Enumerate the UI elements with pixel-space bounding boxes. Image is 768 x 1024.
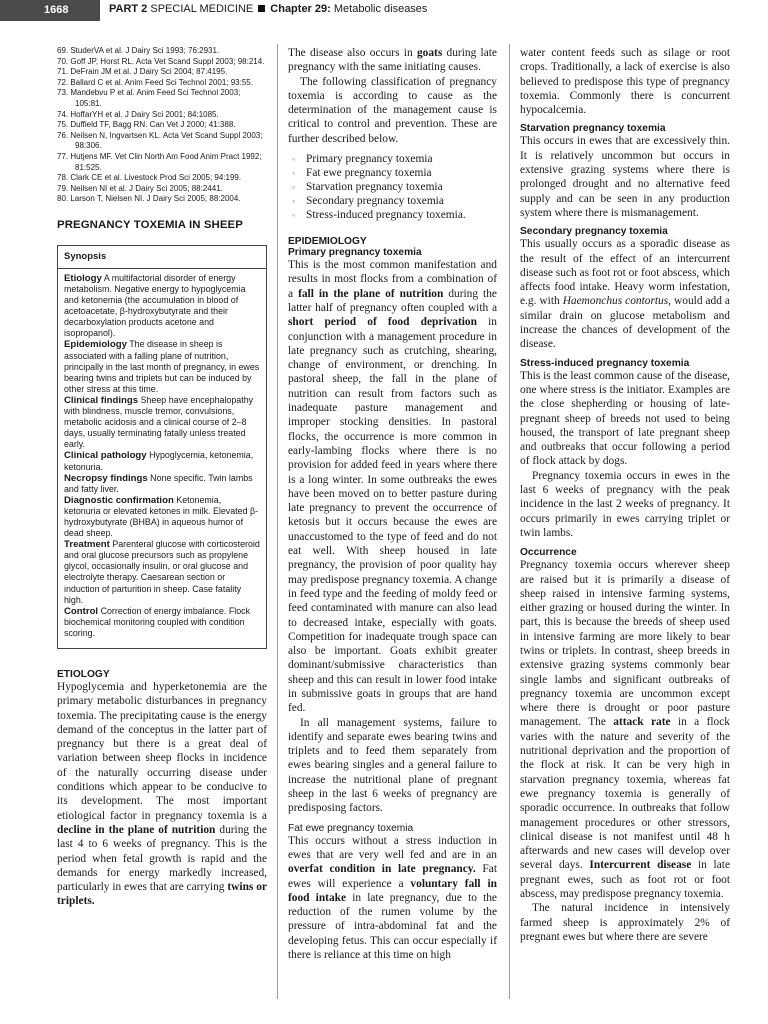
synopsis-text: None specific. Twin lambs and fatty liver.: [64, 472, 253, 494]
column-divider: [277, 44, 278, 999]
synopsis-text: Ketonemia, ketonuria or elevated ketones in milk. Elevated β-hydroxybutyrate (BHBA) in aqueous humor of dead sheep.: [64, 494, 259, 539]
reference-item: 76. Neilsen N, Ingvartsen KL. Acta Vet Scand Suppl 2003; 98:306.: [57, 130, 263, 151]
running-header: [0, 0, 768, 22]
synopsis-label: Epidemiology: [64, 339, 127, 351]
reference-item: 72. Ballard C et al. Anim Feed Sci Technol 2001; 93:55.: [57, 77, 253, 87]
subheading: Occurrence: [520, 547, 577, 559]
chapter-title: [109, 3, 427, 15]
chapter-label: Chapter 29:: [270, 3, 331, 15]
column-3: [520, 46, 730, 944]
section-title: PREGNANCY TOXEMIA IN SHEEP: [57, 218, 243, 231]
synopsis-heading: Synopsis: [58, 246, 266, 269]
synopsis-body: [58, 269, 266, 648]
synopsis-label: Clinical pathology: [64, 450, 147, 462]
reference-item: 69. StuderVA et al. J Dairy Sci 1993; 76:2931.: [57, 46, 220, 55]
list-item: ◦ Primary pregnancy toxemia: [292, 152, 497, 166]
body-paragraph: The natural incidence in intensively farmed sheep is approximately 2% of pregnant ewes but where there are severe: [520, 902, 730, 943]
reference-item: 78. Clark CE et al. Livestock Prod Sci 2005; 94:199.: [57, 173, 242, 183]
synopsis-text: The disease in sheep is associated with a falling plane of nutrition, principally in the last month of pregnancy, in ewes bearing twins and triplets but can be induced by other stress at this time.: [64, 339, 260, 394]
reference-item: 80. Larson T, Nielsen NI. J Dairy Sci 2005; 88:2004.: [57, 194, 241, 204]
synopsis-text: Correction of energy imbalance. Flock biochemical monitoring coupled with condition scoring.: [64, 605, 251, 638]
subheading: Stress-induced pregnancy toxemia: [520, 357, 690, 369]
page-number: 1668: [0, 0, 100, 21]
body-paragraph: This usually occurs as a sporadic disease as the result of the effect of an intercurrent disease such as foot rot or foot abscess, which affects food intake. Heavy worm infestation, e.g. with Haemonchus contortus, would add a similar drain on glucose metabolism and increase the chances of development of the disease.: [520, 238, 730, 351]
square-bullet-icon: [258, 5, 265, 12]
body-paragraph: The following classification of pregnancy toxemia is according to cause as the determination of the management cause is critical to control and prevention. These are further described below.: [288, 75, 497, 145]
list-item: ◦ Secondary pregnancy toxemia: [292, 194, 497, 208]
chapter-name: Metabolic diseases: [333, 3, 428, 15]
list-item: ◦ Starvation pregnancy toxemia: [292, 180, 497, 194]
synopsis-label: Clinical findings: [64, 394, 139, 406]
part-title: SPECIAL MEDICINE: [150, 3, 254, 15]
body-paragraph: water content feeds such as silage or root crops. Traditionally, a lack of exercise is also believed to predispose this type of pregnancy toxemia. Commonly there is concurrent hypocalcemia.: [520, 47, 730, 117]
reference-item: 74. HoffarYH et al. J Dairy Sci 2001; 84:1085.: [57, 109, 219, 119]
subheading: Fat ewe pregnancy toxemia: [288, 822, 414, 834]
etiology-heading: ETIOLOGY: [57, 669, 110, 680]
body-paragraph: This occurs without a stress induction in ewes that are very well fed and are in an overfat condition in late pregnancy. Fat ewes will experience a voluntary fall in food intake in late pregnancy, due to the reduction of the rumen volume by the pressure of intra-abdominal fat and the developing fetus. This can occur especially if there is reliance at this time on high: [288, 834, 497, 962]
epidemiology-heading: EPIDEMIOLOGY: [288, 236, 367, 248]
list-item: ◦ Stress-induced pregnancy toxemia.: [292, 208, 497, 222]
column-1: [57, 46, 267, 909]
synopsis-label: Treatment: [64, 539, 110, 551]
reference-list: [57, 46, 267, 205]
reference-item: 71. DeFrain JM et al. J Dairy Sci 2004; 87:4195.: [57, 67, 228, 77]
subheading: Starvation pregnancy toxemia: [520, 123, 666, 135]
synopsis-text: A multifactorial disorder of energy metabolism. Negative energy to hypoglycemia and ketonemia (the accumulation in blood of acetoacetate, β-hydroxybutyrate and their decarboxylation products acetone and isopropanol).: [64, 272, 246, 339]
reference-item: 75. Duffield TF, Bagg RN. Can Vet J 2000; 41:388.: [57, 120, 236, 130]
synopsis-label: Diagnostic confirmation: [64, 494, 174, 506]
column-2: [288, 46, 497, 962]
synopsis-label: Control: [64, 605, 99, 617]
subheading: Primary pregnancy toxemia: [288, 247, 422, 259]
synopsis-box: [57, 245, 267, 649]
synopsis-label: Etiology: [64, 272, 102, 284]
synopsis-text: Parenteral glucose with corticosteroid and oral glucose precursors such as propylene glycol, occasionally insulin, or oral glucose and electrolyte therapy. Caesarean section or induction of parturition in sheep. Case fatality high.: [64, 539, 260, 605]
list-item: ◦ Fat ewe pregnancy toxemia: [292, 166, 497, 180]
body-paragraph: In all management systems, failure to identify and separate ewes bearing twins and triplets and to feed them separately from ewes bearing singles and a general failure to increase the nutritional plane of pregnant sheep in the last 6 weeks of pregnancy are predisposing factors.: [288, 716, 497, 815]
synopsis-label: Necropsy findings: [64, 472, 148, 484]
subheading: Secondary pregnancy toxemia: [520, 226, 668, 238]
body-paragraph: This is the least common cause of the disease, one where stress is the initiator. Examples are the close shepherding or housing of late-pregnant sheep of breeds not used to being housed, the transport of late pregnant sheep and outbreaks that occur following a period of flock attack by dogs.: [520, 369, 730, 468]
synopsis-text: Sheep have encephalopathy with blindness, muscle tremor, convulsions, metabolic acidosis and a clinical course of 2–8 days, usually terminating fatally unless treated early.: [64, 394, 254, 450]
body-paragraph: This is the most common manifestation and results in most flocks from a combination of a fall in the plane of nutrition during the latter half of pregnancy often coupled with a short period of food deprivation in conjunction with a management procedure in late pregnancy such as crutching, shearing, change of environment, or drenching. In pastoral sheep, the fall in the plane of nutrition can result from factors such as inadequate pasture management and improper stocking densities. In pastoral flocks, the occurrence is more common in early-lambing flocks where there is no provision for added feed in years where there is a long winter. In some outbreaks the ewes have been moved on to better pasture during late pregnancy to prevent the occurrence of ketosis but it occurs because the ewes are unaccustomed to the type of feed and do not eat well. With sheep housed in late pregnancy, the provision of poor quality hay may predispose pregnancy toxemia. A change in feed type and the feeding of moldy feed or feed contaminated with manure can also lead to decreased intake, especially with goats. Competition for inadequate trough space can also be important. Goats exhibit greater dominant/submissive characteristics than sheep and this can result in lower food intake in submissive goats in groups that are hand fed.: [288, 259, 497, 715]
reference-item: 77. Hutjens MF. Vet Clin North Am Food Anim Pract 1992; 81:525.: [57, 151, 262, 172]
reference-item: 70. Goff JP, Horst RL. Acta Vet Scand Suppl 2003; 98:214.: [57, 56, 265, 66]
body-paragraph: The disease also occurs in goats during late pregnancy with the same initiating causes.: [288, 47, 497, 74]
synopsis-text: Hypoglycemia, ketonemia, ketonuria.: [64, 450, 254, 472]
classification-list: [292, 152, 497, 222]
etiology-paragraph: Hypoglycemia and hyperketonemia are the primary metabolic disturbances in pregnancy toxemia. The precipitating cause is the energy demand of the conceptus in the latter part of pregnancy but there is a great deal of variation between sheep flocks in incidence of the naturally occurring disease under conditions which appear to be conducive to its development. The most important etiological factor in pregnancy toxemia is a decline in the plane of nutrition during the last 4 to 6 weeks of pregnancy. This is the period when fetal growth is rapid and the demands for energy markedly increased, particularly in ewes that are carrying twins or triplets.: [57, 681, 267, 908]
reference-item: 79. Neilsen NI et al. J Dairy Sci 2005; 88:2441.: [57, 183, 223, 193]
body-paragraph: Pregnancy toxemia occurs wherever sheep are raised but it is primarily a disease of sheep raised in intensive farming systems, either grazing or housed during the winter. In part, this is because the breeds of sheep used in intensive farming are more likely to bear twins or triplets. In contrast, sheep breeds in extensive grazing systems commonly bear single lambs and significant outbreaks of pregnancy toxemia are uncommon except where there is drought or poor pasture management. The attack rate in a flock varies with the nature and severity of the nutritional deprivation and the proportion of the flock at risk. It can be very high in starvation pregnancy toxemia, whereas fat ewe pregnancy toxemia is generally of sporadic occurrence. In outbreaks that follow management procedures or other stressors, clinical disease is not manifest until 48 h afterwards and new cases will develop over several days. Intercurrent disease in late pregnant ewes, such as foot rot or foot abscess, may predispose pregnancy toxemia.: [520, 559, 730, 901]
reference-item: 73. Mandebvu P et al. Anim Feed Sci Technol 2003; 105:81.: [57, 88, 241, 108]
body-paragraph: Pregnancy toxemia occurs in ewes in the last 6 weeks of pregnancy with the peak incidence in the last 2 weeks of pregnancy. It occurs primarily in ewes carrying triplet or twin lambs.: [520, 469, 730, 539]
column-divider: [509, 44, 510, 999]
part-label: PART 2: [109, 3, 148, 15]
body-paragraph: This occurs in ewes that are excessively thin. It is relatively uncommon but occurs in extensive grazing systems where there is prolonged drought and no alternative feed supply and can be seen in any production system where there is mismanagement.: [520, 135, 730, 219]
